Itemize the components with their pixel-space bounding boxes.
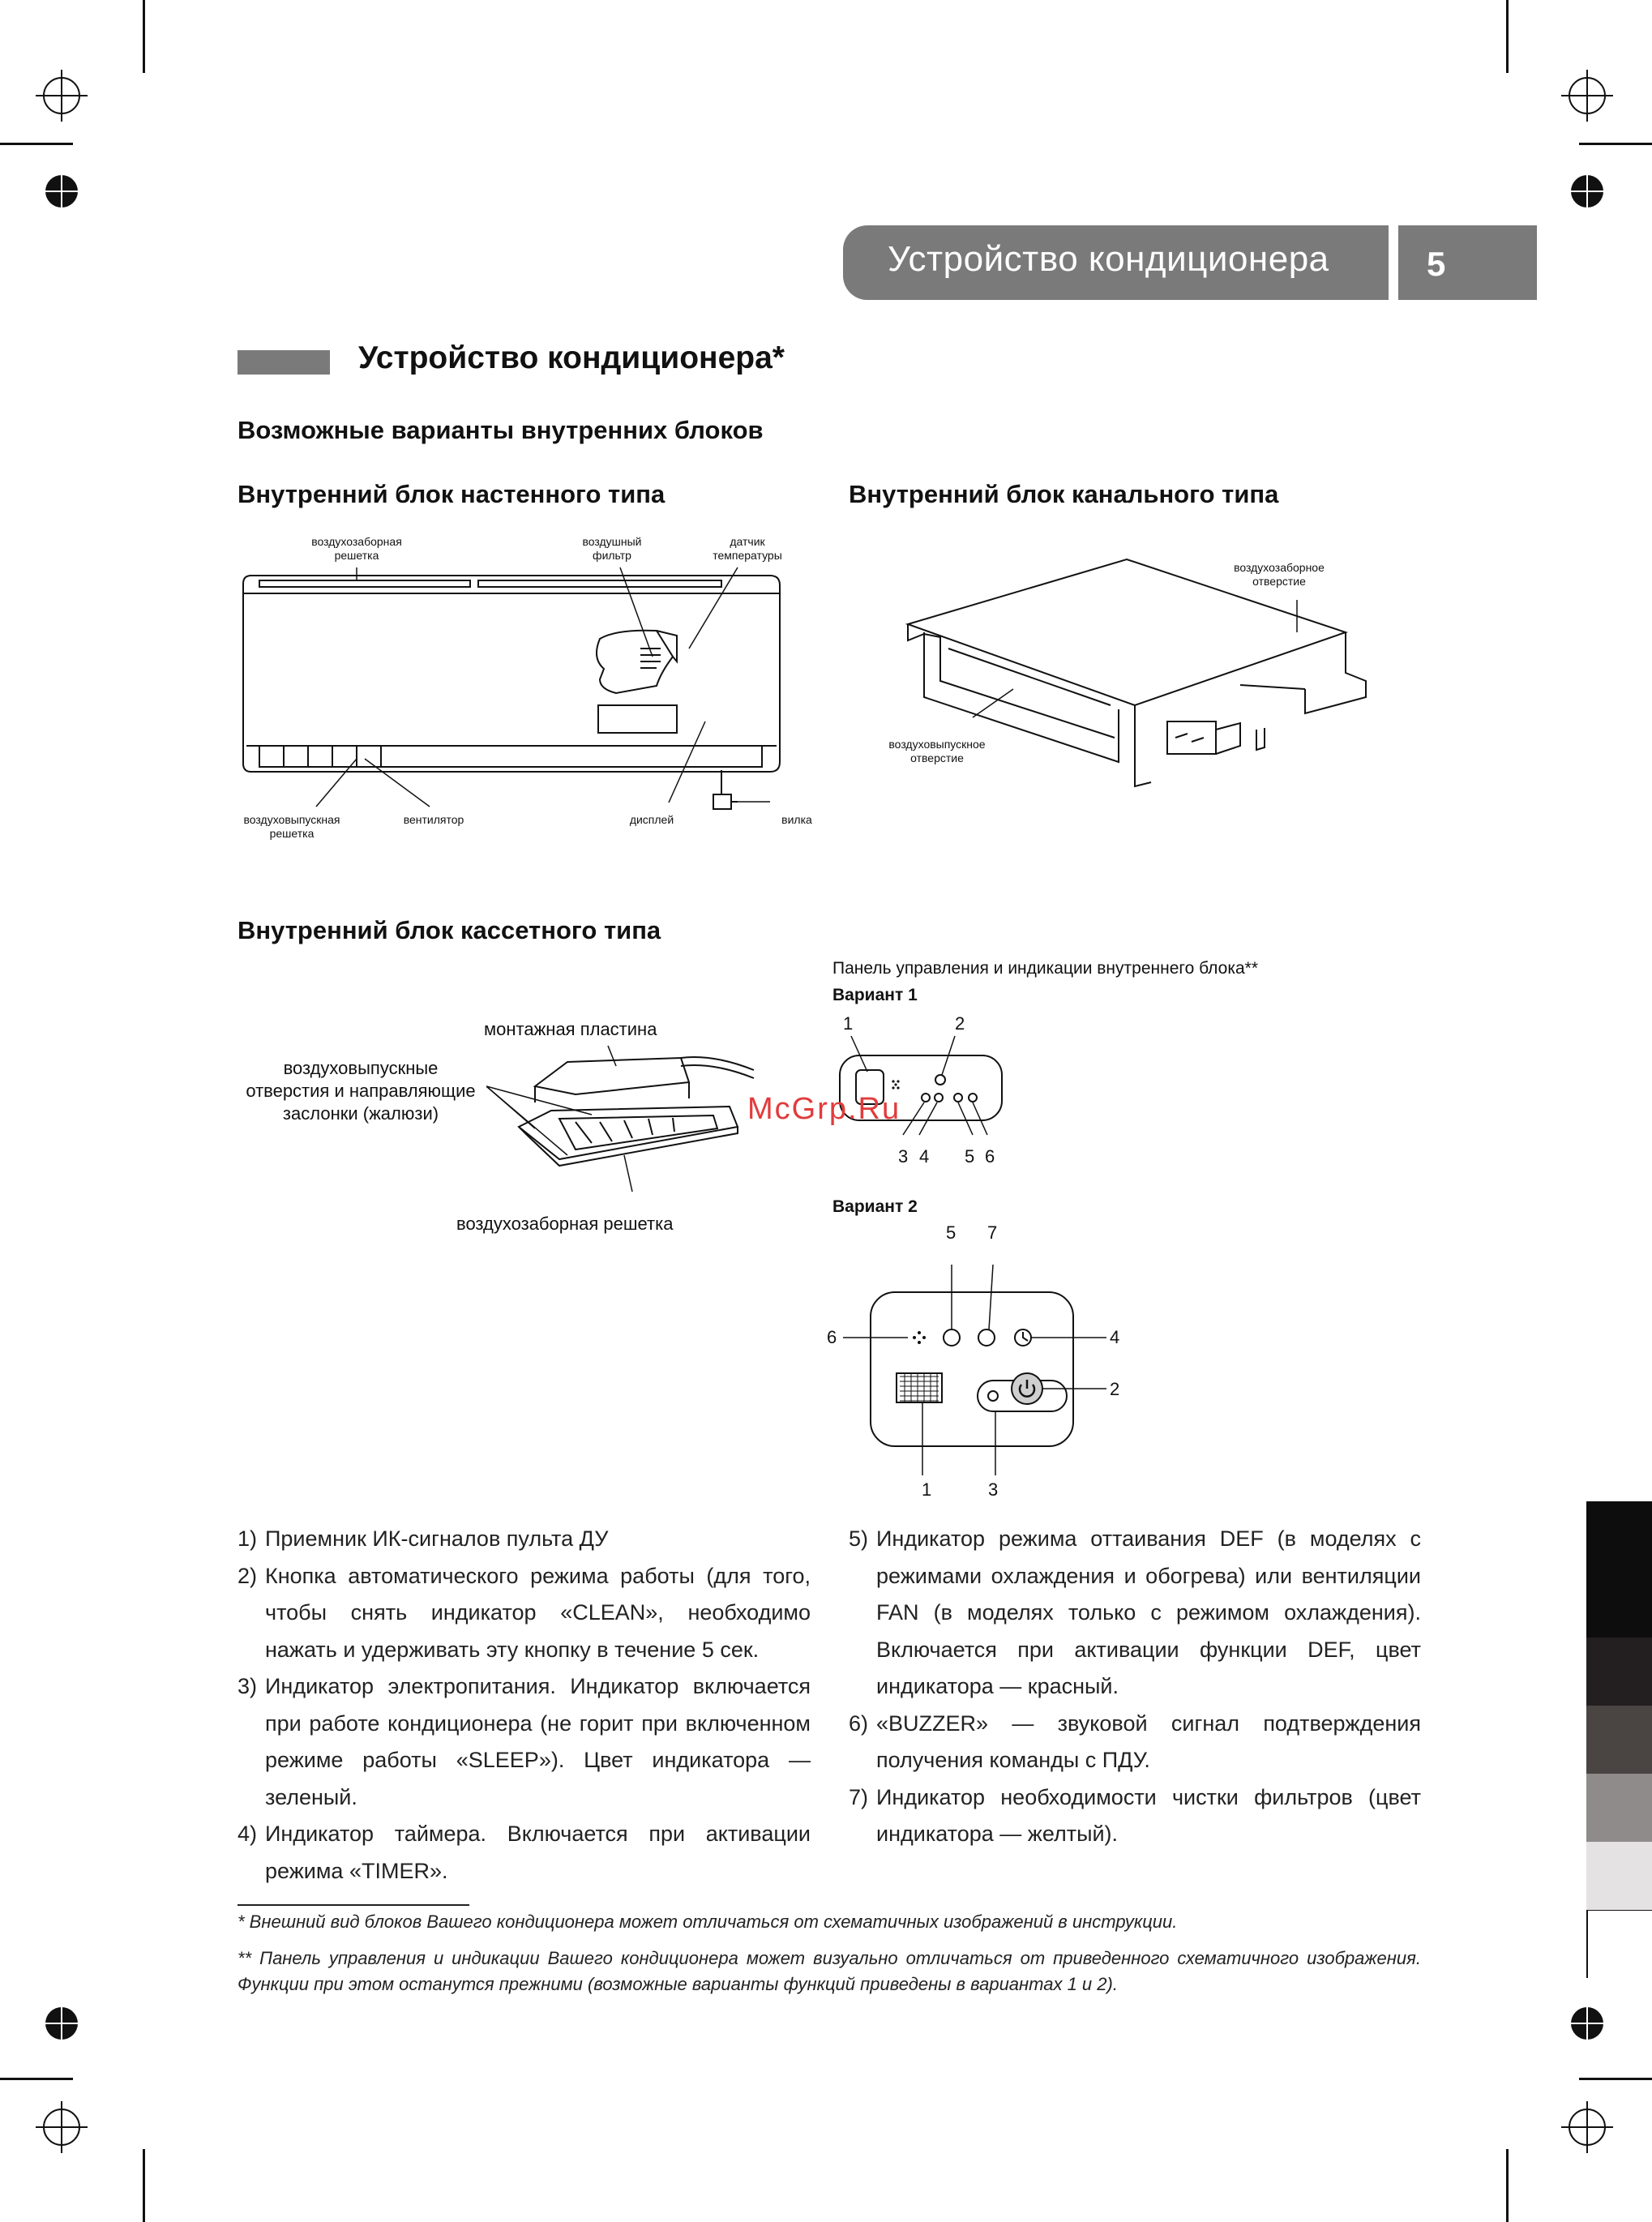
cassette-label-mount-plate: монтажная пластина	[484, 1019, 657, 1039]
registration-target-icon	[36, 70, 88, 122]
wall-label-outlet-grille: воздуховыпускная решетка	[243, 813, 340, 840]
crop-mark	[0, 143, 73, 145]
panel-title: Панель управления и индикации внутреннего блока**	[832, 959, 1259, 978]
cassette-label-intake-grille: воздухозаборная решетка	[456, 1214, 674, 1234]
crop-mark	[1506, 0, 1509, 73]
panel-v1-number: 6	[985, 1146, 995, 1167]
registration-target-icon	[1561, 70, 1613, 122]
registration-dot-icon	[1566, 170, 1608, 212]
wall-label-air-filter: воздушный фильтр	[582, 535, 642, 562]
color-swatch	[1586, 1842, 1652, 1910]
wall-label-temp-sensor: датчик температуры	[713, 535, 782, 562]
panel-v2-number: 1	[922, 1479, 932, 1500]
panel-v2-number: 6	[827, 1327, 837, 1347]
header-title: Устройство кондиционера	[888, 239, 1329, 279]
section-title: Устройство кондиционера*	[358, 340, 785, 375]
registration-target-icon	[36, 2101, 88, 2153]
wall-unit-title: Внутренний блок настенного типа	[238, 480, 666, 508]
crop-mark	[1579, 143, 1652, 145]
panel-variant1-label: Вариант 1	[832, 986, 918, 1004]
panel-v1-number: 2	[955, 1013, 965, 1034]
list-item: 5) Индикатор режима оттаивания DEF (в моделях с режимами охлаждения и обогрева) или вентиляции FAN (в моделях только с режимом охлаждения). Включается при активации функции DEF, цвет индикатора — красный.	[849, 1526, 1421, 1698]
description-list-left	[238, 1521, 811, 1890]
panel-variant2-diagram	[827, 1240, 1135, 1483]
color-swatch	[1586, 1569, 1652, 1638]
list-item: 7) Индикатор необходимости чистки фильтров (цвет индикатора — желтый).	[849, 1784, 1421, 1846]
section-subtitle: Возможные варианты внутренних блоков	[238, 416, 764, 444]
panel-v1-number: 3	[898, 1146, 909, 1167]
panel-v2-number: 2	[1110, 1379, 1120, 1399]
color-swatch	[1586, 1774, 1652, 1842]
description-list-right	[849, 1521, 1421, 1853]
list-item: 2) Кнопка автоматического режима работы (для того, чтобы снять индикатор «CLEAN», необходимо нажать и удерживать эту кнопку в течение 5 сек.	[238, 1563, 811, 1662]
crop-mark	[1506, 2149, 1509, 2222]
footnote-1: * Внешний вид блоков Вашего кондиционера может отличаться от схематичных изображений в инструкции.	[238, 1912, 1178, 1932]
crop-mark	[143, 0, 145, 73]
header-separator	[1389, 225, 1398, 300]
color-swatch	[1586, 1501, 1652, 1569]
wall-label-plug: вилка	[781, 813, 812, 826]
wall-label-fan: вентилятор	[403, 813, 464, 826]
crop-mark	[1579, 2078, 1652, 2080]
wall-unit-diagram	[235, 527, 819, 835]
crop-mark	[143, 2149, 145, 2222]
registration-dot-icon	[41, 170, 83, 212]
crop-mark	[0, 2078, 73, 2080]
registration-dot-icon	[41, 2002, 83, 2044]
panel-v2-number: 3	[988, 1479, 999, 1500]
panel-variant2-label: Вариант 2	[832, 1197, 918, 1216]
list-item: 3) Индикатор электропитания. Индикатор включается при работе кондиционера (не горит при включенном режиме работы «SLEEP»). Цвет индикатора — зеленый.	[238, 1674, 811, 1809]
panel-v2-number: 7	[987, 1222, 998, 1243]
panel-v1-number: 1	[843, 1013, 854, 1034]
panel-v2-number: 4	[1110, 1327, 1120, 1347]
duct-label-intake: воздухозаборное отверстие	[1234, 561, 1325, 588]
panel-v1-number: 5	[965, 1146, 975, 1167]
wall-label-display: дисплей	[629, 813, 674, 826]
list-item: 1) Приемник ИК-сигналов пульта ДУ	[238, 1526, 609, 1551]
footnote-2: ** Панель управления и индикации Вашего кондиционера может визуально отличаться от приведенного схематичного изображения. Функции при этом останутся прежними (возможные варианты функций приведены в вариантах 1 и 2).	[238, 1948, 1421, 1994]
footnote-rule	[238, 1904, 469, 1906]
watermark: McGrp.Ru	[747, 1092, 901, 1126]
cassette-label-outlets: воздуховыпускные отверстия и направляющие заслонки (жалюзи)	[246, 1058, 476, 1124]
panel-v1-number: 4	[919, 1146, 930, 1167]
color-swatch	[1586, 1638, 1652, 1706]
duct-label-outlet: воздуховыпускное отверстие	[888, 738, 986, 764]
duct-unit-title: Внутренний блок канального типа	[849, 480, 1279, 508]
page-number: 5	[1427, 245, 1446, 283]
cassette-unit-title: Внутренний блок кассетного типа	[238, 916, 661, 944]
panel-v2-number: 5	[946, 1222, 957, 1243]
registration-dot-icon	[1566, 2002, 1608, 2044]
registration-target-icon	[1561, 2101, 1613, 2153]
color-swatch	[1586, 1910, 1652, 1978]
color-swatch	[1586, 1706, 1652, 1774]
cassette-unit-diagram	[486, 1038, 778, 1200]
list-item: 4) Индикатор таймера. Включается при активации режима «TIMER».	[238, 1822, 811, 1883]
section-marker	[238, 350, 330, 375]
wall-label-intake-grille: воздухозаборная решетка	[311, 535, 402, 562]
list-item: 6) «BUZZER» — звуковой сигнал подтверждения получения команды с ПДУ.	[849, 1710, 1421, 1772]
